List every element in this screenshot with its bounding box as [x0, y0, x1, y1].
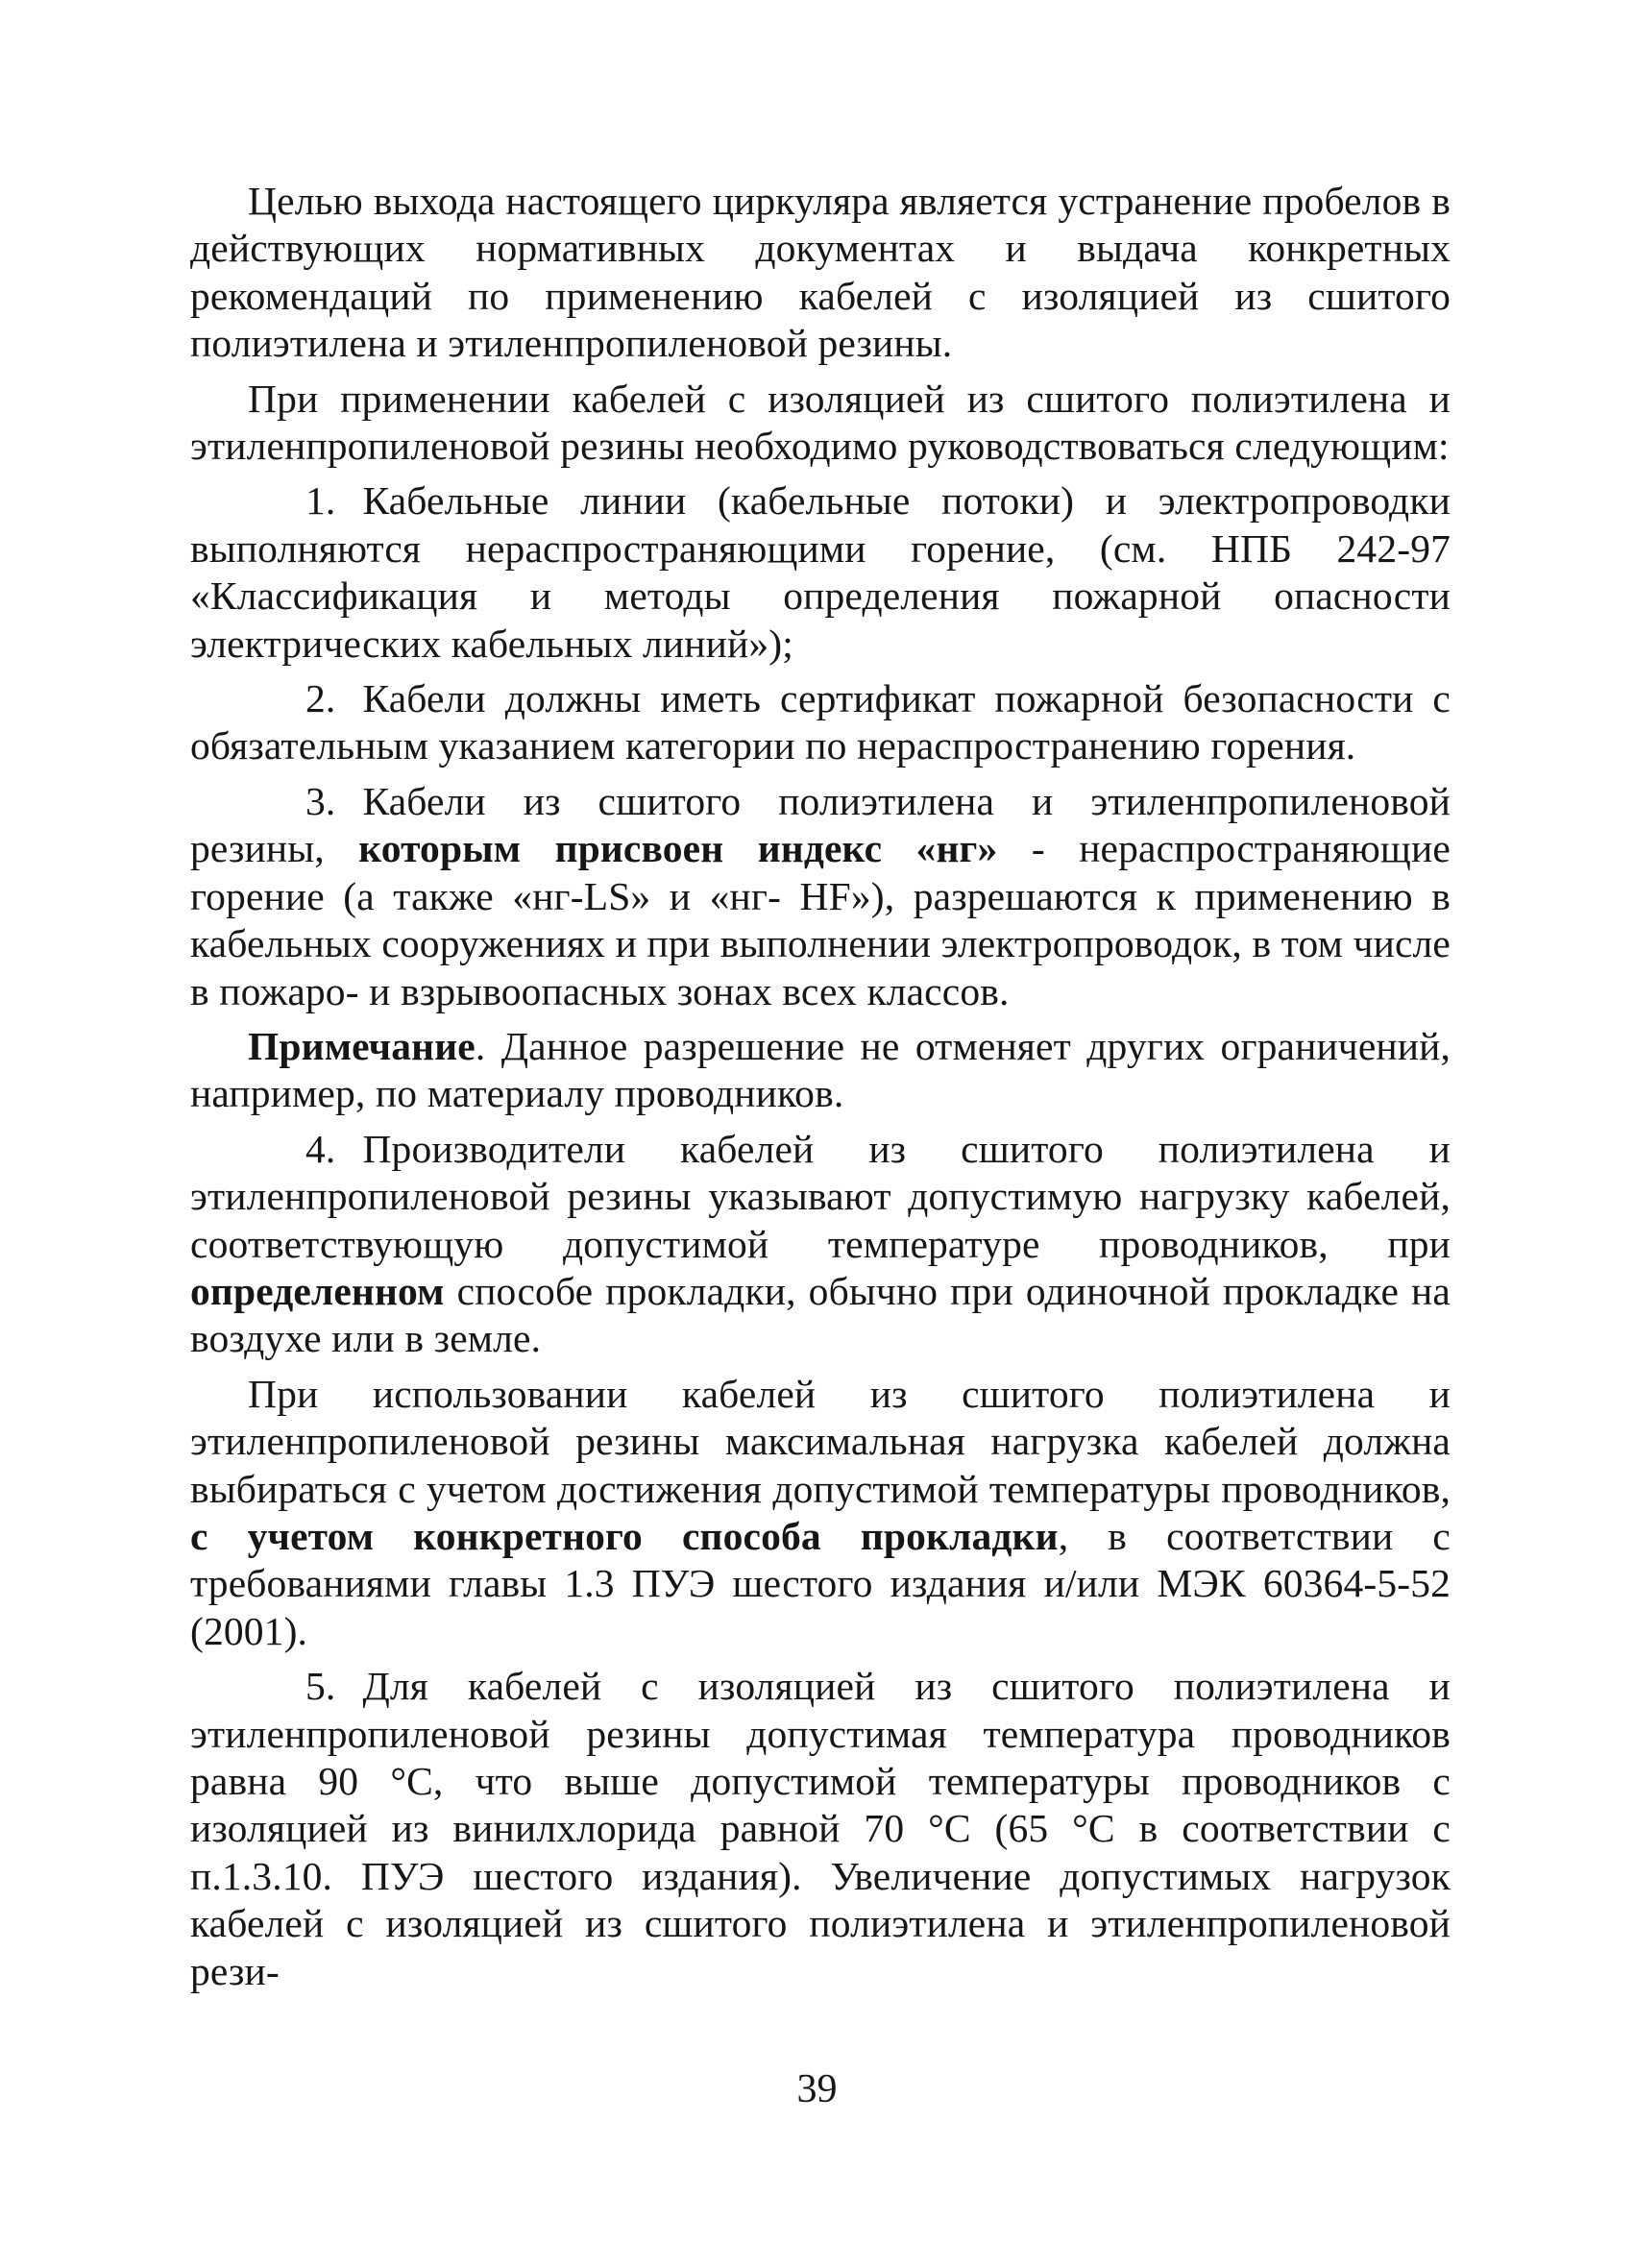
bold-phrase: которым присвоен индекс «нг»	[358, 826, 998, 871]
paragraph-text: , в соответствии с требованиями главы 1.3 ПУЭ шестого издания и/или МЭК 60364-5-52 (2001).	[190, 1513, 1451, 1653]
list-item-4	[190, 1126, 1451, 1363]
bold-phrase: с учетом конкретного способа прокладки	[190, 1513, 1059, 1558]
bold-phrase: определенном	[190, 1268, 445, 1313]
list-item-1	[190, 477, 1451, 668]
paragraph-text: При использовании кабелей из сшитого полиэтилена и этиленпропиленовой резины максимальная нагрузка кабелей должна выбираться с учетом достижения допустимой температуры проводников,	[190, 1371, 1451, 1511]
paragraph-purpose	[190, 178, 1451, 368]
list-item-text: способе прокладки, обычно при одиночной прокладке на воздухе или в земле.	[190, 1268, 1451, 1361]
list-item-number: 5.	[305, 1664, 336, 1709]
list-item-number: 2.	[305, 676, 336, 721]
list-item-number: 1.	[305, 478, 336, 524]
paragraph-text: Целью выхода настоящего циркуляра является устранение пробелов в действующих нормативных документах и выдача конкретных рекомендаций по применению кабелей с изоляцией из сшитого полиэтилена и этиленпропиленовой резины.	[190, 179, 1451, 366]
list-item-text: - нераспространяющие горение (а также «нг-LS» и «нг- HF»), разрешаются к применению в кабельных сооружениях и при выполнении электропроводок, в том числе в пожаро- и взрывоопасных зонах всех классов.	[190, 826, 1451, 1013]
list-item-number: 4.	[305, 1126, 336, 1171]
list-item-number: 3.	[305, 778, 336, 823]
list-item-5	[190, 1663, 1451, 1995]
list-item-text: Кабели должны иметь сертификат пожарной безопасности с обязательным указанием категории по нераспространению горения.	[190, 676, 1451, 768]
paragraph-text: При применении кабелей с изоляцией из сшитого полиэтилена и этиленпропиленовой резины необходимо руководствоваться следующим:	[190, 376, 1451, 469]
list-item-2	[190, 675, 1451, 770]
list-item-text: Кабели из сшитого полиэтилена и этиленпропиленовой резины,	[190, 778, 1451, 871]
list-item-text: Для кабелей с изоляцией из сшитого полиэтилена и этиленпропиленовой резины допустимая температура проводников равна 90 °С, что выше допустимой температуры проводников с изоляцией из винилхлорида равной 70 °С (65 °С в соответствии с п.1.3.10. ПУЭ шестого издания). Увеличение допустимых нагрузок кабелей с изоляцией из сшитого полиэтилена и этиленпропиленовой рези-	[190, 1664, 1451, 1993]
paragraph-usage	[190, 1371, 1451, 1655]
list-item-text: Производители кабелей из сшитого полиэтилена и этиленпропиленовой резины указывают допустимую нагрузку кабелей, соответствующую допустимой температуре проводников, при	[190, 1126, 1451, 1266]
note-paragraph	[190, 1023, 1451, 1118]
body-text	[190, 178, 1451, 1995]
note-label: Примечание	[248, 1023, 476, 1068]
note-text: . Данное разрешение не отменяет других ограничений, например, по материалу проводников.	[190, 1023, 1451, 1116]
list-item-text: Кабельные линии (кабельные потоки) и электропроводки выполняются нераспространяющими горение, (см. НПБ 242-97 «Классификация и методы определения пожарной опасности электрических кабельных линий»);	[190, 478, 1451, 666]
paragraph-guidance	[190, 376, 1451, 471]
page-number: 39	[796, 2067, 838, 2111]
list-item-3	[190, 778, 1451, 1015]
